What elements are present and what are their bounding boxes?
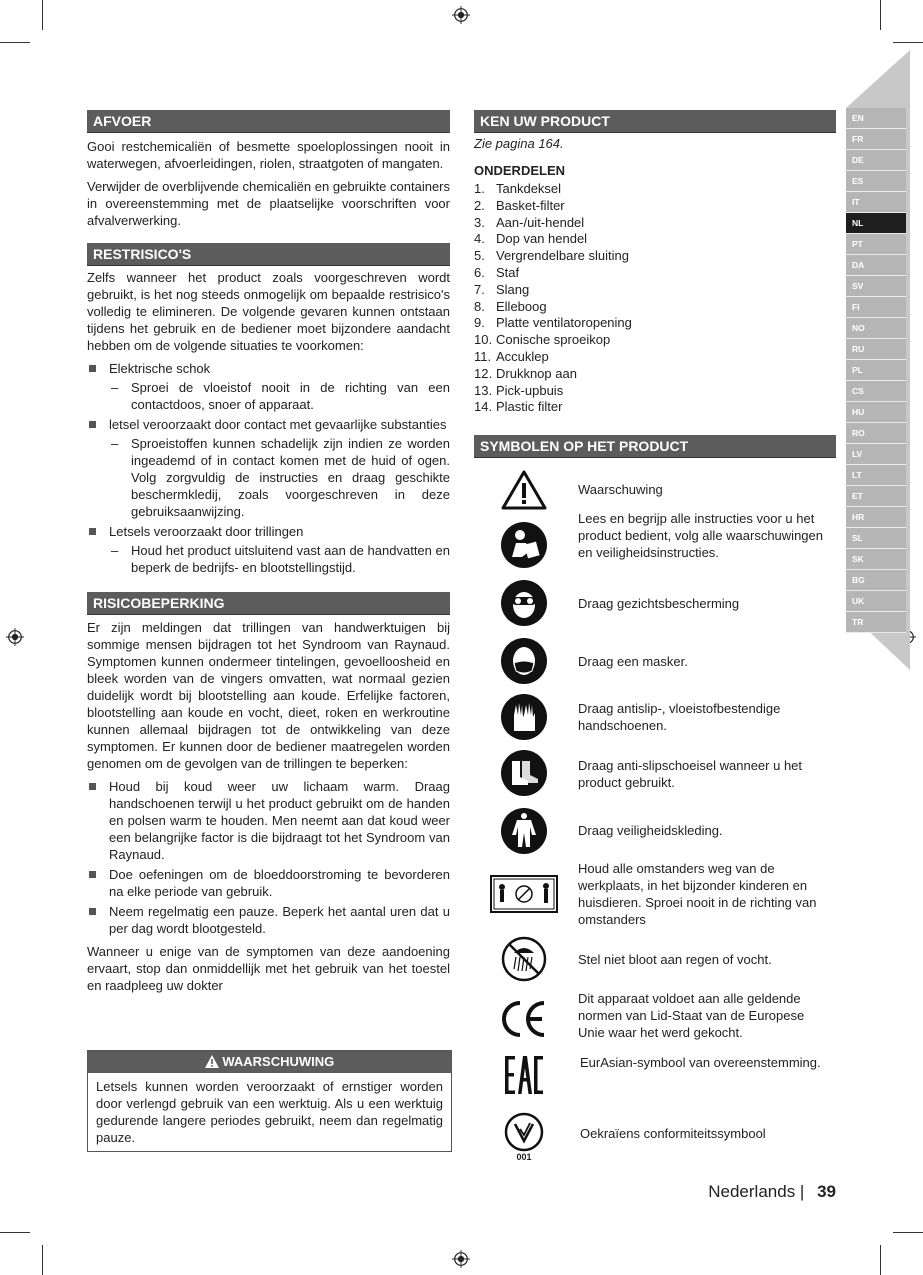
registration-mark-icon	[452, 1250, 470, 1268]
language-tab-fi: FI	[846, 297, 906, 318]
risicobeperking-list	[87, 778, 450, 937]
language-tab-pl: PL	[846, 360, 906, 381]
part-list-item	[474, 315, 836, 332]
part-number: 10.	[474, 332, 493, 348]
list-item: Houd bij koud weer uw lichaam warm. Draag handschoenen terwijl u het product gebruikt om de handen en polsen warm te houden. Men neemt aan dat koud weer een belangrijke factor is die bijdraagt tot het Syndroom van Raynaud.	[87, 778, 450, 863]
footer-language: Nederlands |	[708, 1182, 805, 1201]
crop-mark	[0, 42, 30, 43]
language-tab-es: ES	[846, 171, 906, 192]
crop-mark	[880, 1245, 881, 1275]
part-label: Tankdeksel	[496, 181, 562, 196]
part-label: Vergrendelbare sluiting	[496, 248, 629, 264]
language-tab-it: IT	[846, 192, 906, 213]
language-tab-bg: BG	[846, 570, 906, 591]
language-tab-sk: SK	[846, 549, 906, 570]
crop-mark	[42, 0, 43, 30]
part-list-item	[474, 366, 836, 383]
part-list-item	[474, 198, 836, 215]
read-manual-icon	[500, 521, 548, 569]
language-tab-nl: NL	[846, 213, 906, 234]
page-number: 39	[817, 1182, 836, 1201]
sub-list-item: – Sproei de vloeistof nooit in de richting van een contactdoos, snoer of apparaat.	[109, 379, 450, 413]
crop-mark	[0, 1232, 30, 1233]
part-number: 7.	[474, 281, 485, 297]
registration-mark-icon	[452, 6, 470, 24]
crop-mark	[893, 42, 923, 43]
language-tab-sl: SL	[846, 528, 906, 549]
part-number: 6.	[474, 264, 485, 280]
part-list-item	[474, 399, 836, 416]
see-page-reference: Zie pagina 164.	[474, 136, 564, 151]
part-number: 5.	[474, 248, 485, 264]
face-protection-icon	[500, 579, 548, 627]
part-number: 9.	[474, 315, 485, 331]
warning-heading: WAARSCHUWING	[88, 1051, 451, 1073]
part-list-item	[474, 299, 836, 316]
language-tab-fr: FR	[846, 129, 906, 150]
part-list-item	[474, 231, 836, 248]
ken-uw-product-heading: KEN UW PRODUCT	[474, 110, 836, 133]
language-tab-pt: PT	[846, 234, 906, 255]
list-item: Doe oefeningen om de bloeddoorstroming te bevorderen na elke periode van gebruik.	[87, 866, 450, 900]
part-number: 1.	[474, 181, 485, 196]
part-list-item	[474, 349, 836, 366]
sub-list-item: – Houd het product uitsluitend vast aan de handvatten en beperk de bedrijfs- en blootstellingstijd.	[109, 542, 450, 576]
mask-icon	[500, 637, 548, 685]
right-column	[474, 110, 836, 416]
language-tab-lt: LT	[846, 465, 906, 486]
part-list-item	[474, 248, 836, 265]
risicobeperking-heading: RISICOBEPERKING	[87, 592, 450, 615]
coverall-icon	[500, 807, 548, 855]
crop-mark	[893, 1232, 923, 1233]
part-label: Slang	[496, 281, 530, 297]
part-list-item	[474, 181, 836, 198]
part-label: Elleboog	[496, 298, 547, 314]
part-number: 13.	[474, 382, 493, 398]
language-tab-ro: RO	[846, 423, 906, 444]
risicobeperking-outro: Wanneer u enige van de symptomen van deze aandoening ervaart, stop dan onmiddellijk met het gebruik van het toestel en raadpleeg uw dokter	[87, 944, 450, 993]
ce-mark-icon	[500, 999, 548, 1039]
bystanders-icon	[490, 875, 558, 913]
part-label: Conische sproeikop	[496, 332, 611, 348]
part-label: Drukknop aan	[496, 365, 577, 381]
part-label: Aan-/uit-hendel	[496, 214, 585, 230]
warning-box	[87, 1050, 452, 1152]
list-item: Letsels veroorzaakt door trillingen – Houd het product uitsluitend vast aan de handvatten en beperk de bedrijfs- en blootstellingstijd.	[87, 523, 450, 576]
part-list-item	[474, 282, 836, 299]
part-label: Basket-filter	[496, 197, 565, 213]
part-number: 3.	[474, 214, 485, 230]
left-column	[87, 110, 450, 1000]
warning-text: Letsels kunnen worden veroorzaakt of ernstiger worden door verlengd gebruik van een werktuig. Als u een werktuig gedurende langere periodes gebruikt, neem dan regelmatig pauze.	[96, 1079, 443, 1145]
part-number: 4.	[474, 231, 485, 247]
afvoer-paragraph: Verwijder de overblijvende chemicaliën en gebruikte containers in overeenstemming met de plaatselijke voorschriften voor afvalverwerking.	[87, 179, 450, 228]
part-number: 8.	[474, 298, 485, 314]
language-tab-tr: TR	[846, 612, 906, 633]
language-tab-hu: HU	[846, 402, 906, 423]
language-tab-en: EN	[846, 108, 906, 129]
language-tab-uk: UK	[846, 591, 906, 612]
restrisicos-intro: Zelfs wanneer het product zoals voorgeschreven wordt gebruikt, is het nog steeds onmogelijk om bepaalde restrisico's volledig te elimineren. De volgende gevaren kunnen ontstaan tijdens het gebruik en de bediener moet bijzondere aandacht hebben om de volgende situaties te voorkomen:	[87, 270, 450, 353]
part-list-item	[474, 215, 836, 232]
language-tab-da: DA	[846, 255, 906, 276]
ukraine-conformity-icon	[503, 1111, 545, 1153]
symbols-list: Waarschuwing Lees en begrijp alle instructies voor u het product bedient, volg alle waarschuwingen en veiligheidsinstructies. Draag gezichtsbescherming Draag een masker. Draag antislip-, vloeistofbestendige handschoenen. Draag anti-slipschoeisel wanneer u het product gebruikt. Draag veiligheidskleding. Houd alle omstanders weg van de werkplaats, in het bijzonder kinderen en huisdieren. Sproei nooit in de richting van omstanders Stel niet bloot aan regen of vocht. Dit apparaat voldoet aan alle geldende normen van Lid-Staat van de Europese Unie waar het werd gekocht. EurAsian-symbool van overeenstemming. 001 Oekraïens conformiteitssymbool	[474, 460, 836, 1180]
parts-heading: ONDERDELEN	[474, 163, 566, 178]
afvoer-heading: AFVOER	[87, 110, 450, 133]
language-tab-sv: SV	[846, 276, 906, 297]
crop-mark	[42, 1245, 43, 1275]
part-list-item	[474, 383, 836, 400]
part-number: 12.	[474, 365, 493, 381]
language-tab-et: ET	[846, 486, 906, 507]
afvoer-paragraph: Gooi restchemicaliën of besmette spoeloplossingen nooit in waterwegen, afvoerleidingen, riolen, straatgoten of mangaten.	[87, 139, 450, 171]
warning-triangle-icon	[500, 469, 548, 511]
gloves-icon	[500, 693, 548, 741]
part-label: Pick-upbuis	[496, 382, 564, 398]
sub-list-item: – Sproeistoffen kunnen schadelijk zijn indien ze worden ingeademd of in contact komen met de huid of ogen. Volg zorgvuldig de instructies en draag geschikte beschermkledij, zoals voorgeschreven in deze gebruiksaanwijzing.	[109, 435, 450, 520]
language-tab-ru: RU	[846, 339, 906, 360]
part-label: Plastic filter	[496, 399, 563, 415]
part-label: Platte ventilatoropening	[496, 315, 632, 331]
no-rain-icon	[500, 935, 548, 983]
risicobeperking-intro: Er zijn meldingen dat trillingen van handwerktuigen bij sommige mensen bijdragen tot het Syndroom van Raynaud. Symptomen kunnen ondermeer tintelingen, gevoelloosheid en bleek worden van de vingers omvatten, wat normaal gezien duidelijk wordt bij blootstelling aan koude. Erfelijke factoren, blootstelling aan koude en vocht, dieet, roken en werkroutine kunnen allemaal bijdragen tot de ontwikkeling van deze symptomen. Er kunnen door de bediener maatregelen worden genomen om de gevolgen van de trillingen te beperken:	[87, 620, 450, 771]
parts-list	[474, 181, 836, 416]
registration-mark-icon	[6, 628, 24, 646]
part-number: 14.	[474, 399, 493, 415]
symbolen-heading: SYMBOLEN OP HET PRODUCT	[474, 435, 836, 458]
page-footer	[680, 1182, 836, 1202]
language-tab-cs: CS	[846, 381, 906, 402]
list-item: Neem regelmatig een pauze. Beperk het aantal uren dat u per dag wordt blootgesteld.	[87, 903, 450, 937]
list-item: letsel veroorzaakt door contact met gevaarlijke substanties – Sproeistoffen kunnen schadelijk zijn indien ze worden ingeademd of in contact komen met de huid of ogen. Volg zorgvuldig de instructies en draag geschikte beschermkledij, zoals voorgeschreven in deze gebruiksaanwijzing.	[87, 416, 450, 520]
language-tab-no: NO	[846, 318, 906, 339]
boots-icon	[500, 749, 548, 797]
crop-mark	[880, 0, 881, 30]
part-label: Staf	[496, 264, 520, 280]
warning-triangle-icon	[205, 1055, 219, 1068]
language-tab-hr: HR	[846, 507, 906, 528]
restrisicos-list	[87, 360, 450, 576]
language-tab-lv: LV	[846, 444, 906, 465]
eac-mark-icon	[503, 1054, 545, 1096]
restrisicos-heading: RESTRISICO'S	[87, 243, 450, 266]
language-tab-de: DE	[846, 150, 906, 171]
part-number: 2.	[474, 197, 485, 213]
part-label: Dop van hendel	[496, 231, 588, 247]
part-list-item	[474, 332, 836, 349]
part-number: 11.	[474, 348, 492, 364]
part-list-item	[474, 265, 836, 282]
conformity-badge-number: 001	[516, 1151, 532, 1162]
list-item: Elektrische schok – Sproei de vloeistof nooit in de richting van een contactdoos, snoer of apparaat.	[87, 360, 450, 413]
language-tabs	[846, 108, 906, 633]
part-label: Accuklep	[496, 348, 549, 364]
